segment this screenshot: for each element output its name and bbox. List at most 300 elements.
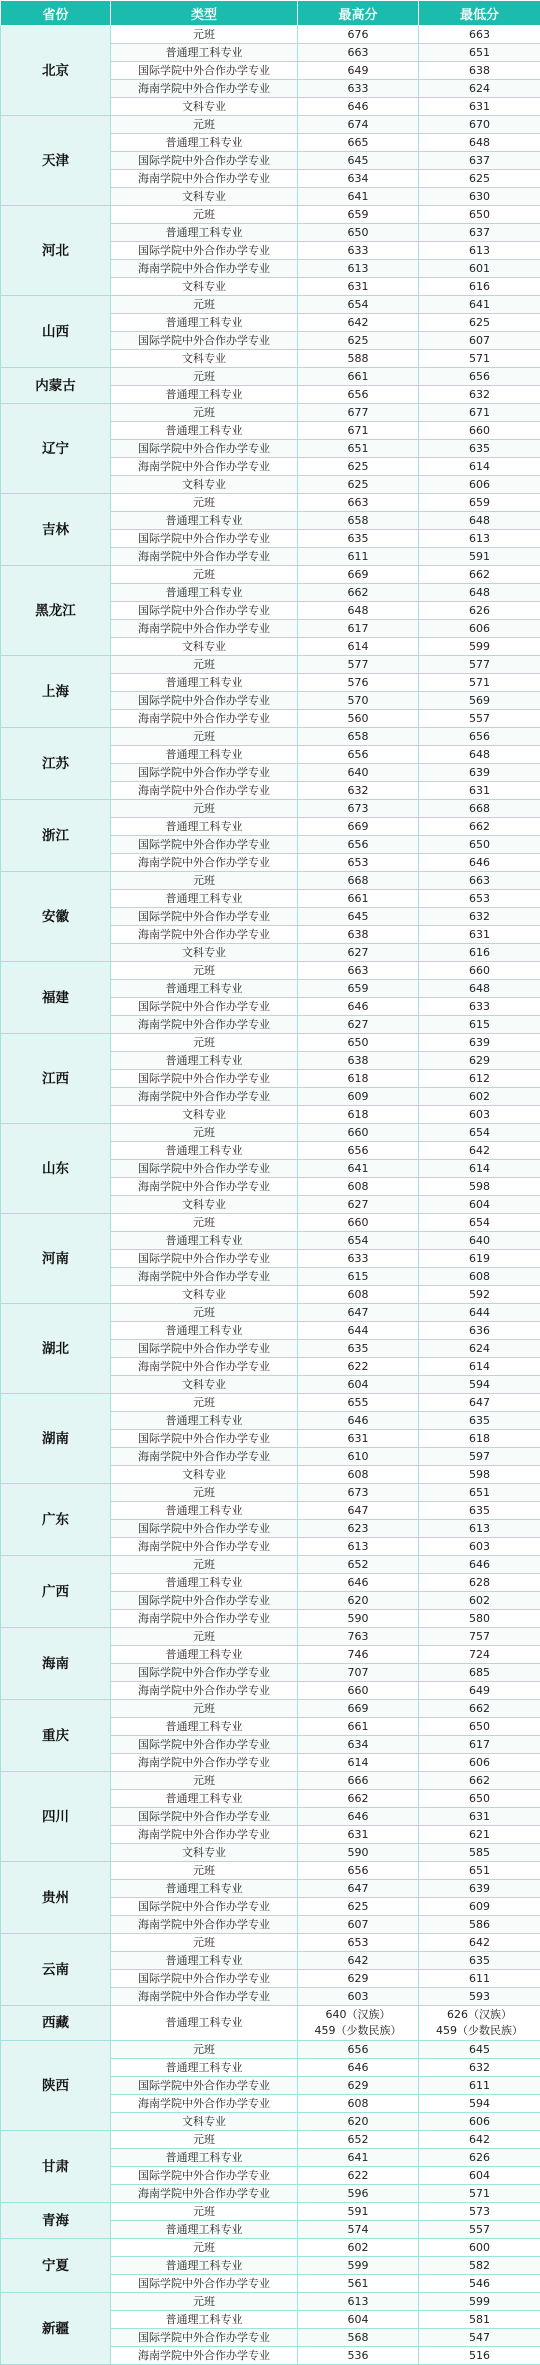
max-score-cell: 656 bbox=[298, 746, 419, 764]
table-row bbox=[1, 368, 540, 386]
province-cell: 云南 bbox=[1, 1934, 111, 2006]
table-row bbox=[1, 566, 540, 584]
type-cell: 海南学院中外合作办学专业 bbox=[111, 80, 298, 98]
type-cell: 元班 bbox=[111, 296, 298, 314]
min-score-cell: 642 bbox=[419, 2131, 540, 2149]
max-score-cell: 629 bbox=[298, 2077, 419, 2095]
max-score-cell: 602 bbox=[298, 2239, 419, 2257]
min-score-cell: 631 bbox=[419, 782, 540, 800]
table-row bbox=[1, 1484, 540, 1502]
type-cell: 元班 bbox=[111, 1034, 298, 1052]
header-max-score: 最高分 bbox=[298, 1, 419, 26]
min-score-cell: 614 bbox=[419, 1358, 540, 1376]
max-score-cell: 707 bbox=[298, 1664, 419, 1682]
type-cell: 国际学院中外合作办学专业 bbox=[111, 1664, 298, 1682]
type-cell: 国际学院中外合作办学专业 bbox=[111, 1430, 298, 1448]
type-cell: 元班 bbox=[111, 1862, 298, 1880]
min-score-cell: 611 bbox=[419, 1970, 540, 1988]
table-row bbox=[1, 1394, 540, 1412]
min-score-cell: 648 bbox=[419, 134, 540, 152]
max-score-cell: 663 bbox=[298, 962, 419, 980]
type-cell: 国际学院中外合作办学专业 bbox=[111, 332, 298, 350]
table-row bbox=[1, 1700, 540, 1718]
min-score-cell: 592 bbox=[419, 1286, 540, 1304]
max-score-cell: 662 bbox=[298, 584, 419, 602]
type-cell: 国际学院中外合作办学专业 bbox=[111, 2167, 298, 2185]
min-score-cell: 642 bbox=[419, 1142, 540, 1160]
min-score-cell: 546 bbox=[419, 2275, 540, 2293]
type-cell: 普通理工科专业 bbox=[111, 818, 298, 836]
province-cell: 天津 bbox=[1, 116, 111, 206]
min-score-cell: 650 bbox=[419, 1718, 540, 1736]
max-score-cell: 652 bbox=[298, 2131, 419, 2149]
max-score-cell: 642 bbox=[298, 314, 419, 332]
min-score-cell: 724 bbox=[419, 1646, 540, 1664]
min-score-cell: 571 bbox=[419, 674, 540, 692]
min-score-cell: 650 bbox=[419, 206, 540, 224]
min-score-cell: 547 bbox=[419, 2329, 540, 2347]
min-score-cell: 651 bbox=[419, 44, 540, 62]
max-score-cell: 590 bbox=[298, 1844, 419, 1862]
min-score-cell: 757 bbox=[419, 1628, 540, 1646]
table-row bbox=[1, 1214, 540, 1232]
min-score-cell: 631 bbox=[419, 926, 540, 944]
max-score-cell: 632 bbox=[298, 782, 419, 800]
type-cell: 元班 bbox=[111, 1214, 298, 1232]
min-score-cell: 654 bbox=[419, 1124, 540, 1142]
min-score-cell: 663 bbox=[419, 872, 540, 890]
province-cell: 黑龙江 bbox=[1, 566, 111, 656]
min-score-cell: 635 bbox=[419, 1952, 540, 1970]
max-score-cell: 596 bbox=[298, 2185, 419, 2203]
max-score-cell: 658 bbox=[298, 512, 419, 530]
max-score-cell: 608 bbox=[298, 1178, 419, 1196]
province-cell: 青海 bbox=[1, 2203, 111, 2239]
min-score-cell: 582 bbox=[419, 2257, 540, 2275]
min-score-cell: 671 bbox=[419, 404, 540, 422]
max-score-cell: 625 bbox=[298, 476, 419, 494]
province-cell: 河南 bbox=[1, 1214, 111, 1304]
max-score-cell: 613 bbox=[298, 1538, 419, 1556]
table-row bbox=[1, 1304, 540, 1322]
max-score-cell: 590 bbox=[298, 1610, 419, 1628]
type-cell: 国际学院中外合作办学专业 bbox=[111, 1970, 298, 1988]
max-score-cell: 604 bbox=[298, 1376, 419, 1394]
max-score-cell: 536 bbox=[298, 2347, 419, 2365]
max-score-cell: 633 bbox=[298, 80, 419, 98]
type-cell: 国际学院中外合作办学专业 bbox=[111, 242, 298, 260]
type-cell: 海南学院中外合作办学专业 bbox=[111, 710, 298, 728]
max-score-cell: 647 bbox=[298, 1502, 419, 1520]
type-cell: 国际学院中外合作办学专业 bbox=[111, 1808, 298, 1826]
min-score-cell: 626（汉族） 459（少数民族） bbox=[419, 2006, 540, 2041]
type-cell: 元班 bbox=[111, 368, 298, 386]
header-row bbox=[1, 1, 540, 26]
type-cell: 普通理工科专业 bbox=[111, 1646, 298, 1664]
max-score-cell: 618 bbox=[298, 1070, 419, 1088]
min-score-cell: 602 bbox=[419, 1592, 540, 1610]
type-cell: 元班 bbox=[111, 2239, 298, 2257]
type-cell: 海南学院中外合作办学专业 bbox=[111, 1178, 298, 1196]
min-score-cell: 601 bbox=[419, 260, 540, 278]
min-score-cell: 624 bbox=[419, 1340, 540, 1358]
max-score-cell: 613 bbox=[298, 260, 419, 278]
type-cell: 文科专业 bbox=[111, 1844, 298, 1862]
min-score-cell: 626 bbox=[419, 602, 540, 620]
table-row bbox=[1, 2131, 540, 2149]
type-cell: 国际学院中外合作办学专业 bbox=[111, 2329, 298, 2347]
province-cell: 贵州 bbox=[1, 1862, 111, 1934]
min-score-cell: 628 bbox=[419, 1574, 540, 1592]
max-score-cell: 633 bbox=[298, 1250, 419, 1268]
province-cell: 宁夏 bbox=[1, 2239, 111, 2293]
type-cell: 普通理工科专业 bbox=[111, 422, 298, 440]
min-score-cell: 626 bbox=[419, 2149, 540, 2167]
max-score-cell: 669 bbox=[298, 1700, 419, 1718]
min-score-cell: 571 bbox=[419, 350, 540, 368]
type-cell: 国际学院中外合作办学专业 bbox=[111, 1070, 298, 1088]
type-cell: 普通理工科专业 bbox=[111, 1322, 298, 1340]
type-cell: 元班 bbox=[111, 1700, 298, 1718]
table-row bbox=[1, 2293, 540, 2311]
type-cell: 国际学院中外合作办学专业 bbox=[111, 152, 298, 170]
table-row bbox=[1, 962, 540, 980]
min-score-cell: 611 bbox=[419, 2077, 540, 2095]
max-score-cell: 640（汉族） 459（少数民族） bbox=[298, 2006, 419, 2041]
min-score-cell: 571 bbox=[419, 2185, 540, 2203]
min-score-cell: 632 bbox=[419, 908, 540, 926]
max-score-cell: 641 bbox=[298, 188, 419, 206]
min-score-cell: 603 bbox=[419, 1106, 540, 1124]
min-score-cell: 606 bbox=[419, 1754, 540, 1772]
min-score-cell: 639 bbox=[419, 1880, 540, 1898]
type-cell: 元班 bbox=[111, 1772, 298, 1790]
province-cell: 吉林 bbox=[1, 494, 111, 566]
min-score-cell: 630 bbox=[419, 188, 540, 206]
table-row bbox=[1, 1772, 540, 1790]
min-score-cell: 616 bbox=[419, 278, 540, 296]
max-score-cell: 638 bbox=[298, 1052, 419, 1070]
min-score-cell: 577 bbox=[419, 656, 540, 674]
province-cell: 甘肃 bbox=[1, 2131, 111, 2203]
min-score-cell: 645 bbox=[419, 2041, 540, 2059]
type-cell: 普通理工科专业 bbox=[111, 1412, 298, 1430]
type-cell: 元班 bbox=[111, 2131, 298, 2149]
type-cell: 元班 bbox=[111, 872, 298, 890]
type-cell: 国际学院中外合作办学专业 bbox=[111, 1340, 298, 1358]
min-score-cell: 621 bbox=[419, 1826, 540, 1844]
min-score-cell: 614 bbox=[419, 1160, 540, 1178]
table-row bbox=[1, 494, 540, 512]
max-score-cell: 560 bbox=[298, 710, 419, 728]
type-cell: 海南学院中外合作办学专业 bbox=[111, 1016, 298, 1034]
table-row bbox=[1, 2239, 540, 2257]
type-cell: 海南学院中外合作办学专业 bbox=[111, 2347, 298, 2365]
province-cell: 山东 bbox=[1, 1124, 111, 1214]
max-score-cell: 644 bbox=[298, 1322, 419, 1340]
type-cell: 海南学院中外合作办学专业 bbox=[111, 1754, 298, 1772]
max-score-cell: 568 bbox=[298, 2329, 419, 2347]
min-score-cell: 685 bbox=[419, 1664, 540, 1682]
max-score-cell: 631 bbox=[298, 278, 419, 296]
type-cell: 元班 bbox=[111, 800, 298, 818]
table-row bbox=[1, 728, 540, 746]
max-score-cell: 661 bbox=[298, 890, 419, 908]
max-score-cell: 647 bbox=[298, 1880, 419, 1898]
province-cell: 陕西 bbox=[1, 2041, 111, 2131]
type-cell: 普通理工科专业 bbox=[111, 746, 298, 764]
min-score-cell: 613 bbox=[419, 530, 540, 548]
min-score-cell: 648 bbox=[419, 584, 540, 602]
min-score-cell: 656 bbox=[419, 728, 540, 746]
province-cell: 内蒙古 bbox=[1, 368, 111, 404]
min-score-cell: 653 bbox=[419, 890, 540, 908]
min-score-cell: 668 bbox=[419, 800, 540, 818]
min-score-cell: 635 bbox=[419, 1502, 540, 1520]
max-score-cell: 638 bbox=[298, 926, 419, 944]
type-cell: 元班 bbox=[111, 566, 298, 584]
min-score-cell: 599 bbox=[419, 2293, 540, 2311]
type-cell: 普通理工科专业 bbox=[111, 314, 298, 332]
min-score-cell: 585 bbox=[419, 1844, 540, 1862]
table-row bbox=[1, 656, 540, 674]
max-score-cell: 611 bbox=[298, 548, 419, 566]
min-score-cell: 662 bbox=[419, 1700, 540, 1718]
min-score-cell: 625 bbox=[419, 170, 540, 188]
max-score-cell: 608 bbox=[298, 2095, 419, 2113]
table-row bbox=[1, 872, 540, 890]
type-cell: 文科专业 bbox=[111, 638, 298, 656]
table-row bbox=[1, 2006, 540, 2041]
table-row bbox=[1, 1628, 540, 1646]
min-score-cell: 635 bbox=[419, 1412, 540, 1430]
max-score-cell: 625 bbox=[298, 332, 419, 350]
province-cell: 重庆 bbox=[1, 1700, 111, 1772]
type-cell: 元班 bbox=[111, 116, 298, 134]
type-cell: 文科专业 bbox=[111, 2113, 298, 2131]
type-cell: 普通理工科专业 bbox=[111, 2149, 298, 2167]
min-score-cell: 629 bbox=[419, 1052, 540, 1070]
min-score-cell: 615 bbox=[419, 1016, 540, 1034]
max-score-cell: 661 bbox=[298, 368, 419, 386]
max-score-cell: 647 bbox=[298, 1304, 419, 1322]
table-header bbox=[1, 1, 540, 26]
type-cell: 国际学院中外合作办学专业 bbox=[111, 1250, 298, 1268]
type-cell: 元班 bbox=[111, 494, 298, 512]
table-row bbox=[1, 26, 540, 44]
type-cell: 国际学院中外合作办学专业 bbox=[111, 1520, 298, 1538]
max-score-cell: 646 bbox=[298, 1412, 419, 1430]
max-score-cell: 588 bbox=[298, 350, 419, 368]
type-cell: 国际学院中外合作办学专业 bbox=[111, 62, 298, 80]
max-score-cell: 634 bbox=[298, 170, 419, 188]
min-score-cell: 516 bbox=[419, 2347, 540, 2365]
max-score-cell: 641 bbox=[298, 1160, 419, 1178]
min-score-cell: 670 bbox=[419, 116, 540, 134]
max-score-cell: 649 bbox=[298, 62, 419, 80]
max-score-cell: 673 bbox=[298, 800, 419, 818]
min-score-cell: 642 bbox=[419, 1934, 540, 1952]
min-score-cell: 631 bbox=[419, 98, 540, 116]
max-score-cell: 660 bbox=[298, 1124, 419, 1142]
province-cell: 新疆 bbox=[1, 2293, 111, 2365]
province-cell: 上海 bbox=[1, 656, 111, 728]
min-score-cell: 616 bbox=[419, 944, 540, 962]
type-cell: 海南学院中外合作办学专业 bbox=[111, 1826, 298, 1844]
min-score-cell: 609 bbox=[419, 1898, 540, 1916]
max-score-cell: 603 bbox=[298, 1988, 419, 2006]
type-cell: 国际学院中外合作办学专业 bbox=[111, 908, 298, 926]
type-cell: 文科专业 bbox=[111, 1376, 298, 1394]
min-score-cell: 624 bbox=[419, 80, 540, 98]
max-score-cell: 622 bbox=[298, 1358, 419, 1376]
type-cell: 普通理工科专业 bbox=[111, 2059, 298, 2077]
min-score-cell: 639 bbox=[419, 1034, 540, 1052]
min-score-cell: 650 bbox=[419, 836, 540, 854]
type-cell: 元班 bbox=[111, 1556, 298, 1574]
max-score-cell: 625 bbox=[298, 458, 419, 476]
min-score-cell: 635 bbox=[419, 440, 540, 458]
max-score-cell: 658 bbox=[298, 728, 419, 746]
type-cell: 普通理工科专业 bbox=[111, 2006, 298, 2041]
min-score-cell: 632 bbox=[419, 386, 540, 404]
max-score-cell: 671 bbox=[298, 422, 419, 440]
max-score-cell: 576 bbox=[298, 674, 419, 692]
max-score-cell: 746 bbox=[298, 1646, 419, 1664]
type-cell: 海南学院中外合作办学专业 bbox=[111, 854, 298, 872]
max-score-cell: 661 bbox=[298, 1718, 419, 1736]
max-score-cell: 660 bbox=[298, 1682, 419, 1700]
min-score-cell: 598 bbox=[419, 1466, 540, 1484]
type-cell: 海南学院中外合作办学专业 bbox=[111, 458, 298, 476]
min-score-cell: 625 bbox=[419, 314, 540, 332]
max-score-cell: 646 bbox=[298, 1808, 419, 1826]
min-score-cell: 640 bbox=[419, 1232, 540, 1250]
max-score-cell: 614 bbox=[298, 1754, 419, 1772]
type-cell: 文科专业 bbox=[111, 1286, 298, 1304]
type-cell: 海南学院中外合作办学专业 bbox=[111, 620, 298, 638]
max-score-cell: 653 bbox=[298, 1934, 419, 1952]
type-cell: 国际学院中外合作办学专业 bbox=[111, 1160, 298, 1178]
type-cell: 海南学院中外合作办学专业 bbox=[111, 548, 298, 566]
table-row bbox=[1, 2041, 540, 2059]
type-cell: 海南学院中外合作办学专业 bbox=[111, 1358, 298, 1376]
type-cell: 普通理工科专业 bbox=[111, 512, 298, 530]
type-cell: 普通理工科专业 bbox=[111, 1790, 298, 1808]
max-score-cell: 659 bbox=[298, 206, 419, 224]
max-score-cell: 663 bbox=[298, 44, 419, 62]
type-cell: 普通理工科专业 bbox=[111, 1718, 298, 1736]
max-score-cell: 668 bbox=[298, 872, 419, 890]
max-score-cell: 599 bbox=[298, 2257, 419, 2275]
province-cell: 安徽 bbox=[1, 872, 111, 962]
min-score-cell: 618 bbox=[419, 1430, 540, 1448]
min-score-cell: 612 bbox=[419, 1070, 540, 1088]
min-score-cell: 606 bbox=[419, 476, 540, 494]
type-cell: 海南学院中外合作办学专业 bbox=[111, 782, 298, 800]
type-cell: 海南学院中外合作办学专业 bbox=[111, 1682, 298, 1700]
province-cell: 湖南 bbox=[1, 1394, 111, 1484]
max-score-cell: 591 bbox=[298, 2203, 419, 2221]
province-cell: 江苏 bbox=[1, 728, 111, 800]
min-score-cell: 557 bbox=[419, 2221, 540, 2239]
province-cell: 河北 bbox=[1, 206, 111, 296]
type-cell: 海南学院中外合作办学专业 bbox=[111, 1088, 298, 1106]
table-row bbox=[1, 1556, 540, 1574]
min-score-cell: 646 bbox=[419, 854, 540, 872]
min-score-cell: 604 bbox=[419, 2167, 540, 2185]
max-score-cell: 620 bbox=[298, 1592, 419, 1610]
type-cell: 元班 bbox=[111, 1628, 298, 1646]
max-score-cell: 635 bbox=[298, 530, 419, 548]
min-score-cell: 654 bbox=[419, 1214, 540, 1232]
type-cell: 普通理工科专业 bbox=[111, 1052, 298, 1070]
province-cell: 湖北 bbox=[1, 1304, 111, 1394]
min-score-cell: 593 bbox=[419, 1988, 540, 2006]
max-score-cell: 633 bbox=[298, 242, 419, 260]
max-score-cell: 623 bbox=[298, 1520, 419, 1538]
max-score-cell: 645 bbox=[298, 152, 419, 170]
type-cell: 海南学院中外合作办学专业 bbox=[111, 1538, 298, 1556]
max-score-cell: 613 bbox=[298, 2293, 419, 2311]
type-cell: 海南学院中外合作办学专业 bbox=[111, 926, 298, 944]
type-cell: 普通理工科专业 bbox=[111, 224, 298, 242]
type-cell: 国际学院中外合作办学专业 bbox=[111, 1736, 298, 1754]
type-cell: 普通理工科专业 bbox=[111, 1142, 298, 1160]
type-cell: 普通理工科专业 bbox=[111, 1502, 298, 1520]
max-score-cell: 631 bbox=[298, 1826, 419, 1844]
min-score-cell: 613 bbox=[419, 242, 540, 260]
province-cell: 福建 bbox=[1, 962, 111, 1034]
max-score-cell: 674 bbox=[298, 116, 419, 134]
type-cell: 海南学院中外合作办学专业 bbox=[111, 2095, 298, 2113]
type-cell: 国际学院中外合作办学专业 bbox=[111, 998, 298, 1016]
max-score-cell: 631 bbox=[298, 1430, 419, 1448]
type-cell: 国际学院中外合作办学专业 bbox=[111, 440, 298, 458]
max-score-cell: 570 bbox=[298, 692, 419, 710]
max-score-cell: 618 bbox=[298, 1106, 419, 1124]
min-score-cell: 586 bbox=[419, 1916, 540, 1934]
type-cell: 普通理工科专业 bbox=[111, 386, 298, 404]
type-cell: 文科专业 bbox=[111, 1106, 298, 1124]
max-score-cell: 763 bbox=[298, 1628, 419, 1646]
type-cell: 海南学院中外合作办学专业 bbox=[111, 1610, 298, 1628]
table-row bbox=[1, 800, 540, 818]
max-score-cell: 656 bbox=[298, 1142, 419, 1160]
table-row bbox=[1, 206, 540, 224]
max-score-cell: 662 bbox=[298, 1790, 419, 1808]
max-score-cell: 669 bbox=[298, 818, 419, 836]
min-score-cell: 580 bbox=[419, 1610, 540, 1628]
type-cell: 元班 bbox=[111, 404, 298, 422]
min-score-cell: 660 bbox=[419, 422, 540, 440]
type-cell: 国际学院中外合作办学专业 bbox=[111, 602, 298, 620]
min-score-cell: 637 bbox=[419, 152, 540, 170]
max-score-cell: 656 bbox=[298, 836, 419, 854]
min-score-cell: 573 bbox=[419, 2203, 540, 2221]
type-cell: 国际学院中外合作办学专业 bbox=[111, 2275, 298, 2293]
table-row bbox=[1, 296, 540, 314]
type-cell: 元班 bbox=[111, 26, 298, 44]
type-cell: 普通理工科专业 bbox=[111, 2221, 298, 2239]
min-score-cell: 633 bbox=[419, 998, 540, 1016]
max-score-cell: 646 bbox=[298, 1574, 419, 1592]
max-score-cell: 656 bbox=[298, 1862, 419, 1880]
type-cell: 海南学院中外合作办学专业 bbox=[111, 1448, 298, 1466]
max-score-cell: 608 bbox=[298, 1466, 419, 1484]
type-cell: 文科专业 bbox=[111, 944, 298, 962]
max-score-cell: 629 bbox=[298, 1970, 419, 1988]
